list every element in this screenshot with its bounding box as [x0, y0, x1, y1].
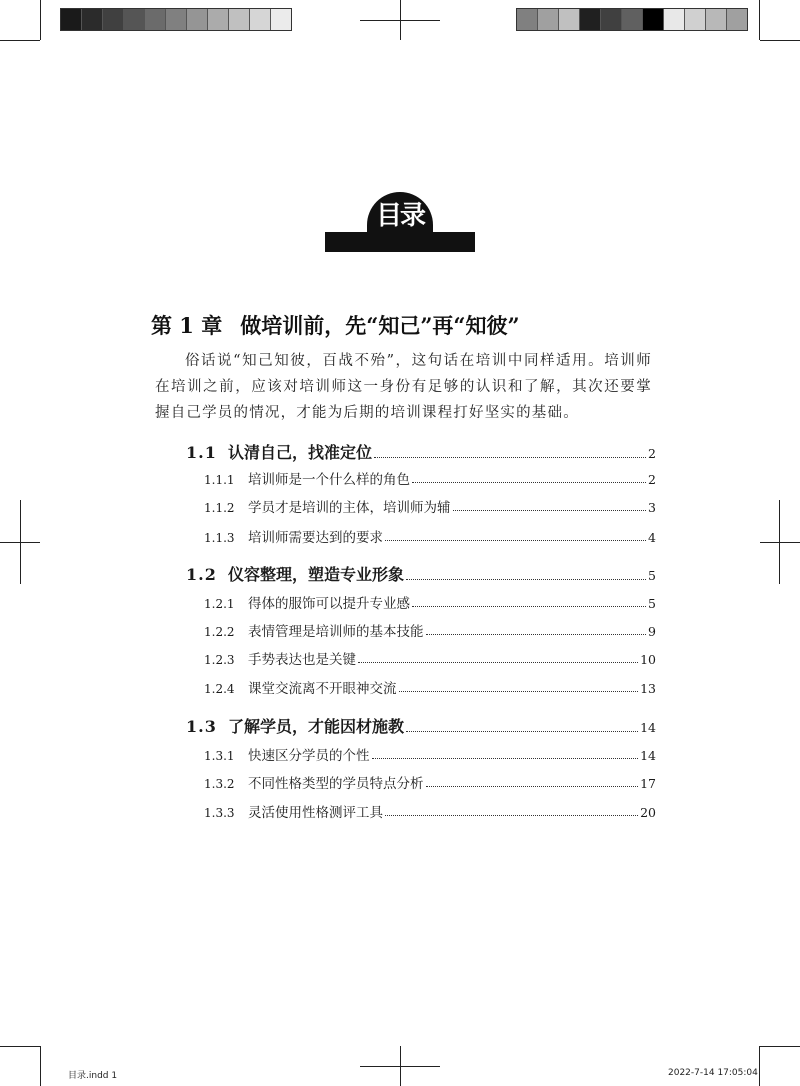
toc-entry-page: 13 [640, 681, 656, 696]
toc-leader-dots [385, 814, 638, 816]
toc-subsection-entry[interactable] [204, 496, 656, 516]
toc-entry-page: 2 [648, 446, 656, 461]
toc-entry-number: 1.3 [186, 717, 217, 736]
chapter-number: 第 1 章 [151, 313, 223, 338]
toc-entry-number: 1.2.4 [204, 682, 235, 696]
toc-subsection-entry[interactable] [204, 620, 656, 640]
toc-subsection-entry[interactable] [204, 648, 656, 668]
toc-leader-dots [372, 757, 639, 759]
crop-mark [40, 1046, 41, 1086]
toc-subsection-entry[interactable] [204, 592, 656, 612]
toc-heading-title: 目录 [375, 201, 424, 231]
toc-entry-page: 14 [640, 748, 656, 763]
toc-entry-label: 得体的服饰可以提升专业感 [248, 596, 410, 612]
toc-subsection-entry[interactable] [204, 801, 656, 821]
chapter-intro: 俗话说“知己知彼，百战不殆”，这句话在培训中同样适用。培训师在培训之前，应该对培训师这一身份有足够的认识和了解，其次还要掌握自己学员的情况，才能为后期的培训课程打好坚实的基础。 [155, 353, 652, 421]
toc-entry-page: 17 [640, 776, 656, 791]
crop-mark [760, 542, 800, 543]
toc-entry-number: 1.1.1 [204, 473, 235, 487]
chapter-title [151, 310, 520, 340]
toc-section-entry[interactable] [186, 440, 656, 463]
toc-entry-page: 2 [648, 472, 656, 487]
toc-leader-dots [358, 661, 638, 663]
color-swatch [124, 9, 145, 30]
toc-subsection-entry[interactable] [204, 744, 656, 764]
color-swatch [103, 9, 124, 30]
toc-entry-label: 认清自己，找准定位 [228, 443, 373, 462]
toc-subsection-entry[interactable] [204, 526, 656, 546]
toc-subsection-entry[interactable] [204, 468, 656, 488]
toc-section-entry[interactable] [186, 714, 656, 737]
toc-entry-number: 1.1.2 [204, 501, 235, 515]
color-swatch [643, 9, 664, 30]
color-swatch [580, 9, 601, 30]
color-swatch [166, 9, 187, 30]
toc-entry-number: 1.1 [186, 443, 217, 462]
color-swatch [538, 9, 559, 30]
color-swatch [601, 9, 622, 30]
toc-entry-label: 培训师是一个什么样的角色 [248, 472, 410, 488]
color-swatch [208, 9, 229, 30]
toc-leader-dots [412, 605, 646, 607]
color-registration-bar-left [60, 8, 292, 31]
toc-subsection-entry[interactable] [204, 677, 656, 697]
color-registration-bar-right [516, 8, 748, 31]
color-swatch [250, 9, 271, 30]
toc-leader-dots [406, 730, 638, 732]
toc-leader-dots [453, 509, 647, 511]
chapter-name: 做培训前，先“知己”再“知彼” [240, 313, 520, 338]
toc-entry-number: 1.1.3 [204, 531, 235, 545]
footer-file-label: 目录.indd 1 [68, 1071, 118, 1081]
crop-mark [759, 1046, 760, 1086]
crop-mark [759, 0, 760, 40]
toc-entry-page: 3 [648, 500, 656, 515]
toc-entry-page: 5 [648, 568, 656, 583]
color-swatch [517, 9, 538, 30]
crop-mark [360, 20, 440, 21]
toc-entry-number: 1.2 [186, 565, 217, 584]
toc-entry-number: 1.2.3 [204, 653, 235, 667]
toc-heading-graphic [325, 172, 475, 252]
toc-entry-number: 1.3.2 [204, 777, 235, 791]
toc-leader-dots [426, 785, 639, 787]
toc-leader-dots [426, 633, 647, 635]
toc-entry-label: 手势表达也是关键 [248, 652, 356, 668]
toc-leader-dots [374, 456, 646, 458]
footer-timestamp: 2022-7-14 17:05:04 [668, 1068, 758, 1078]
toc-entry-number: 1.2.2 [204, 625, 235, 639]
color-swatch [229, 9, 250, 30]
toc-leader-dots [406, 578, 646, 580]
color-swatch [559, 9, 580, 30]
color-swatch [727, 9, 747, 30]
toc-entry-label: 表情管理是培训师的基本技能 [248, 624, 424, 640]
crop-mark [360, 1066, 440, 1067]
toc-entry-label: 不同性格类型的学员特点分析 [248, 776, 424, 792]
toc-entry-label: 培训师需要达到的要求 [248, 530, 383, 546]
color-swatch [82, 9, 103, 30]
toc-entry-label: 课堂交流离不开眼神交流 [248, 681, 397, 697]
crop-mark [20, 500, 21, 584]
color-swatch [145, 9, 166, 30]
toc-entry-number: 1.2.1 [204, 597, 235, 611]
crop-mark [760, 40, 800, 41]
color-swatch [187, 9, 208, 30]
crop-mark [0, 1046, 40, 1047]
crop-mark [760, 1046, 800, 1047]
toc-entry-label: 了解学员，才能因材施教 [228, 717, 405, 736]
toc-entry-page: 14 [640, 720, 656, 735]
color-swatch [685, 9, 706, 30]
toc-leader-dots [399, 690, 639, 692]
toc-entry-page: 4 [648, 530, 656, 545]
toc-entry-label: 快速区分学员的个性 [248, 748, 370, 764]
toc-subsection-entry[interactable] [204, 772, 656, 792]
toc-section-entry[interactable] [186, 562, 656, 585]
color-swatch [271, 9, 291, 30]
toc-entry-label: 灵活使用性格测评工具 [248, 805, 383, 821]
color-swatch [622, 9, 643, 30]
toc-entry-label: 学员才是培训的主体，培训师为辅 [248, 500, 451, 516]
color-swatch [664, 9, 685, 30]
toc-entry-number: 1.3.1 [204, 749, 235, 763]
toc-entry-label: 仪容整理，塑造专业形象 [228, 565, 405, 584]
crop-mark [0, 40, 40, 41]
color-swatch [706, 9, 727, 30]
toc-entry-number: 1.3.3 [204, 806, 235, 820]
toc-entry-page: 5 [648, 596, 656, 611]
toc-leader-dots [385, 539, 646, 541]
toc-entry-page: 20 [640, 805, 656, 820]
crop-mark [40, 0, 41, 40]
crop-mark [779, 500, 780, 584]
color-swatch [61, 9, 82, 30]
toc-leader-dots [412, 481, 646, 483]
toc-entry-page: 9 [648, 624, 656, 639]
toc-entry-page: 10 [640, 652, 656, 667]
